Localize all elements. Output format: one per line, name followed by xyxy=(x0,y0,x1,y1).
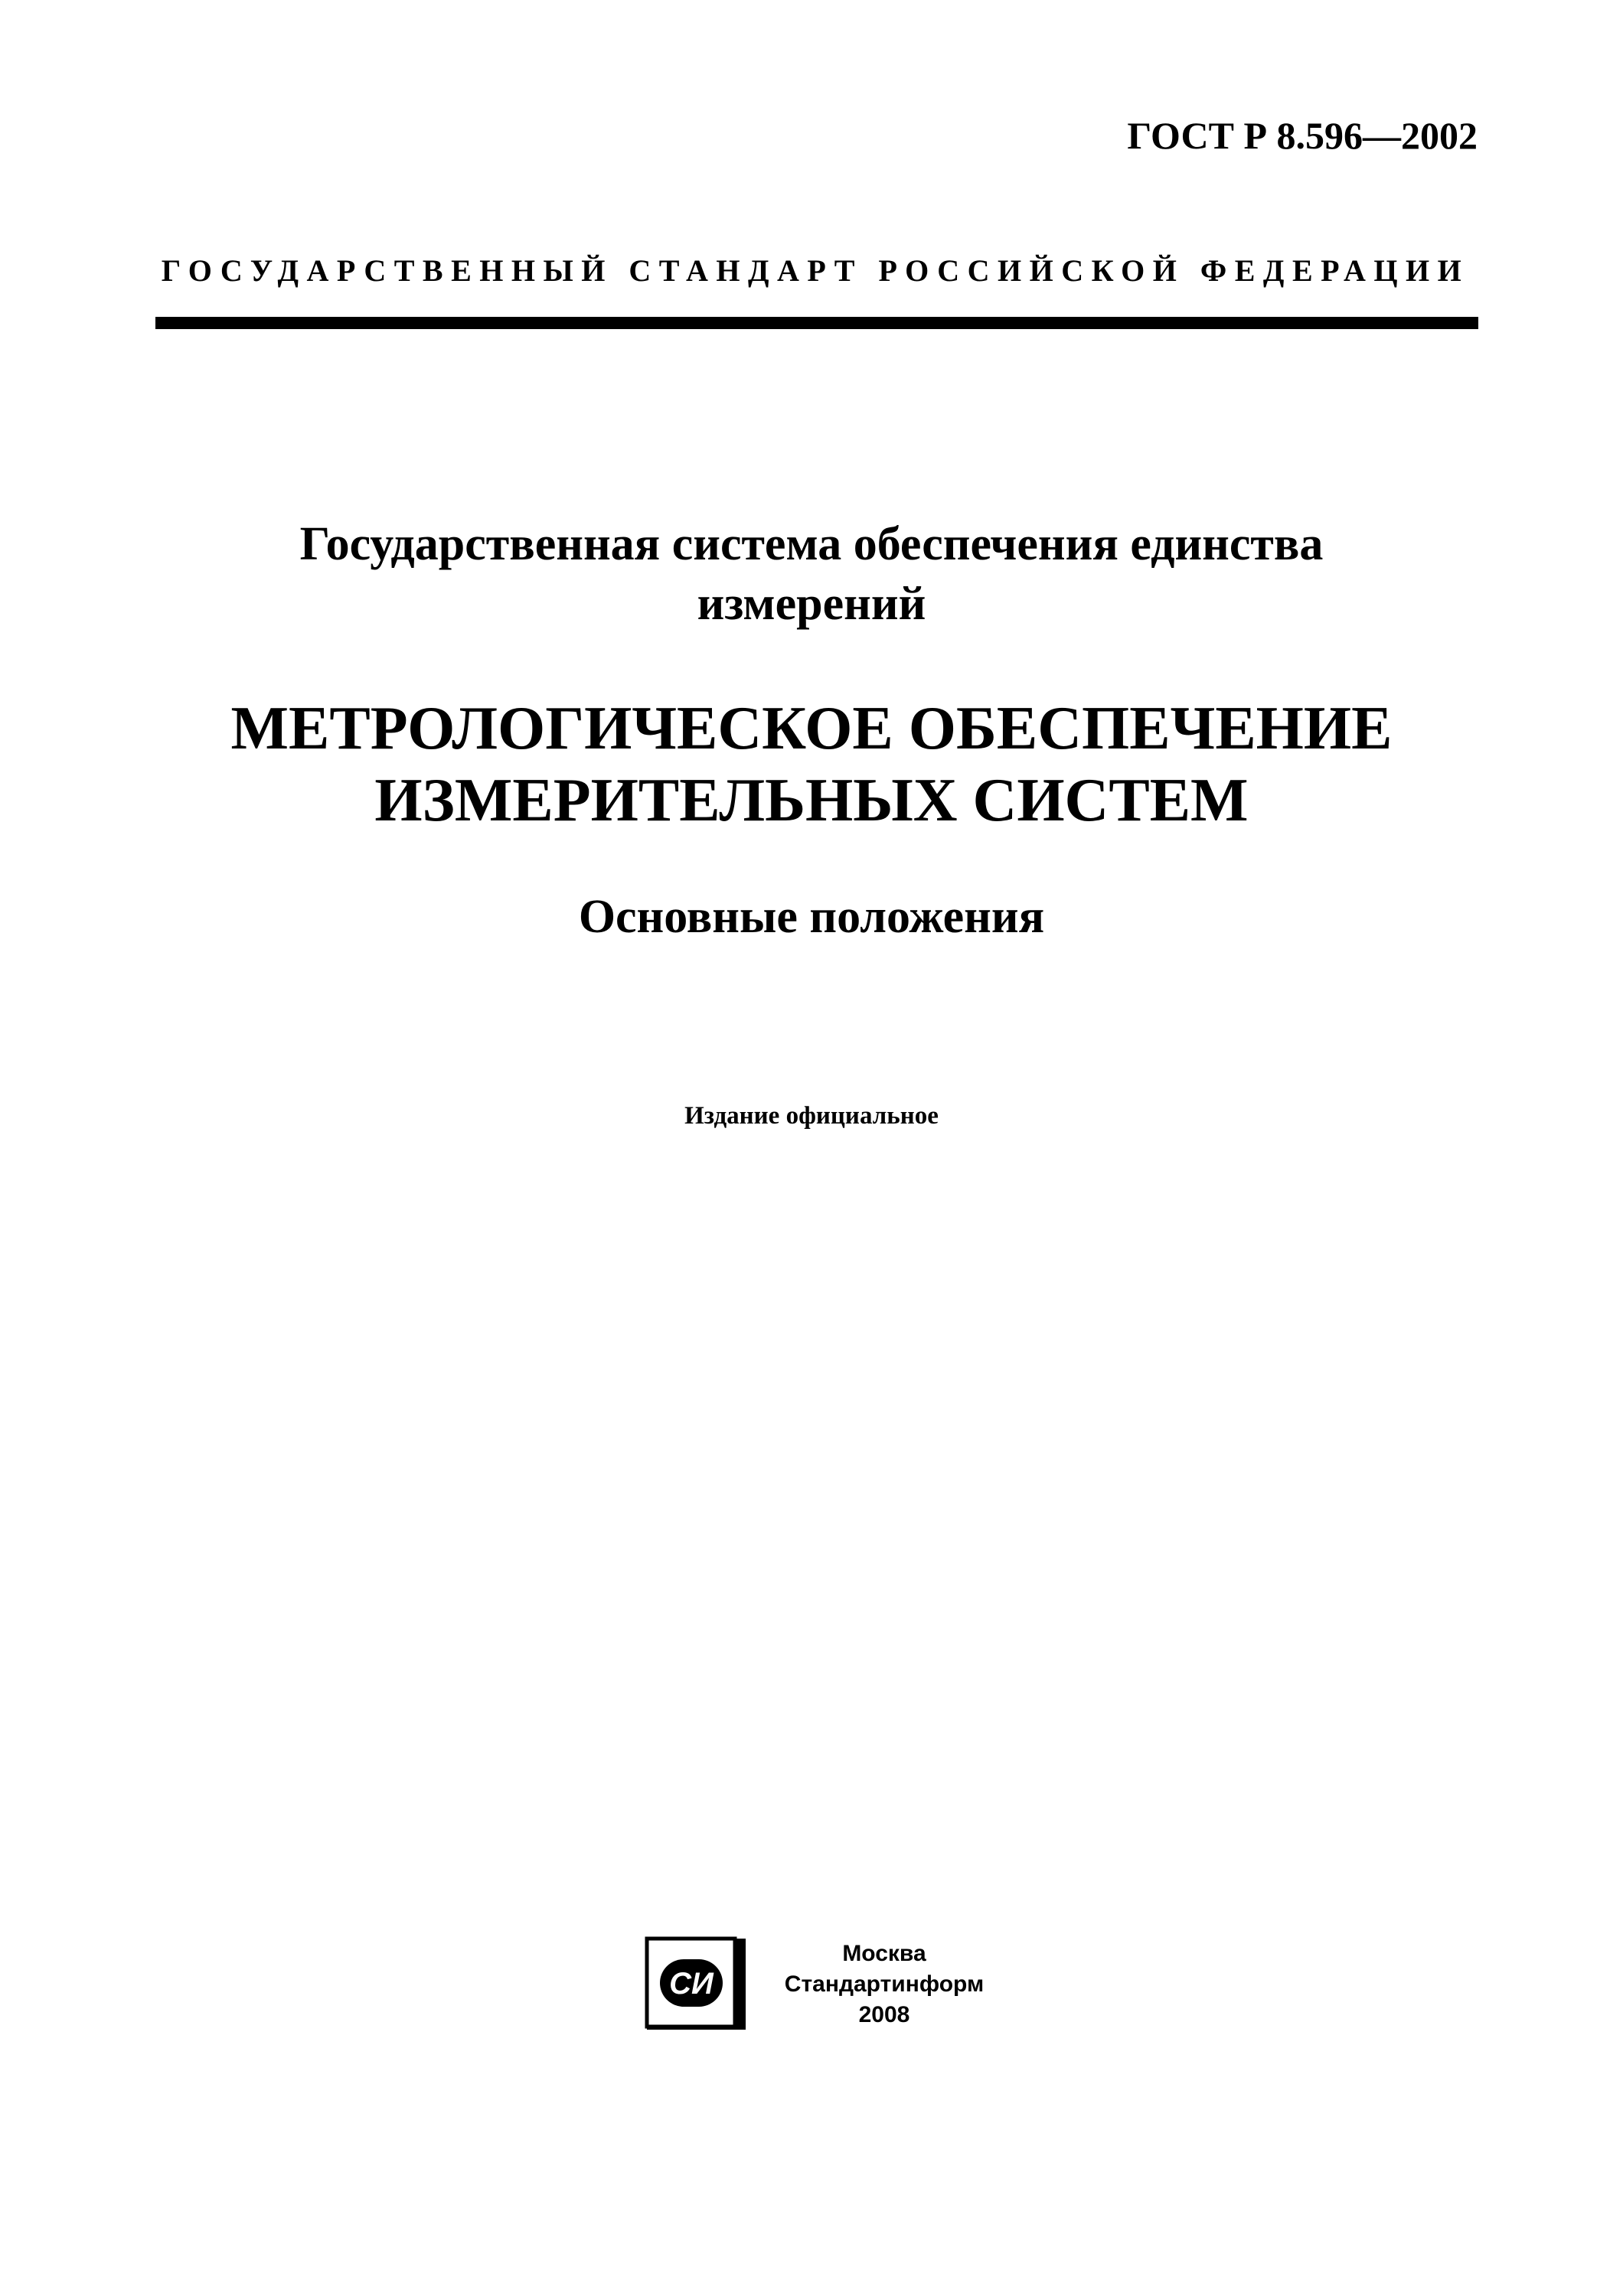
edition-label: Издание официальное xyxy=(684,1102,939,1130)
header-divider xyxy=(155,317,1478,329)
publication-year: 2008 xyxy=(858,2002,910,2027)
state-standard-heading: ГОСУДАРСТВЕННЫЙ СТАНДАРТ РОССИЙСКОЙ ФЕДЕРАЦИИ xyxy=(161,253,1470,288)
publisher-city: Москва xyxy=(842,1941,926,1966)
main-title xyxy=(92,693,1531,837)
document-number: ГОСТ Р 8.596—2002 xyxy=(1127,114,1478,157)
subtitle: Основные положения xyxy=(578,891,1045,943)
standartinform-logo-icon xyxy=(645,1936,748,2032)
system-title xyxy=(122,514,1501,634)
publisher-name: Стандартинформ xyxy=(784,1971,985,1997)
publisher-block xyxy=(766,1939,1003,2030)
system-title-line-1: Государственная система обеспечения единства xyxy=(299,518,1324,570)
main-title-line-2: ИЗМЕРИТЕЛЬНЫХ СИСТЕМ xyxy=(374,767,1249,834)
svg-text:СИ: СИ xyxy=(669,1967,714,2001)
main-title-line-1: МЕТРОЛОГИЧЕСКОЕ ОБЕСПЕЧЕНИЕ xyxy=(230,695,1393,762)
system-title-line-2: измерений xyxy=(697,578,926,630)
